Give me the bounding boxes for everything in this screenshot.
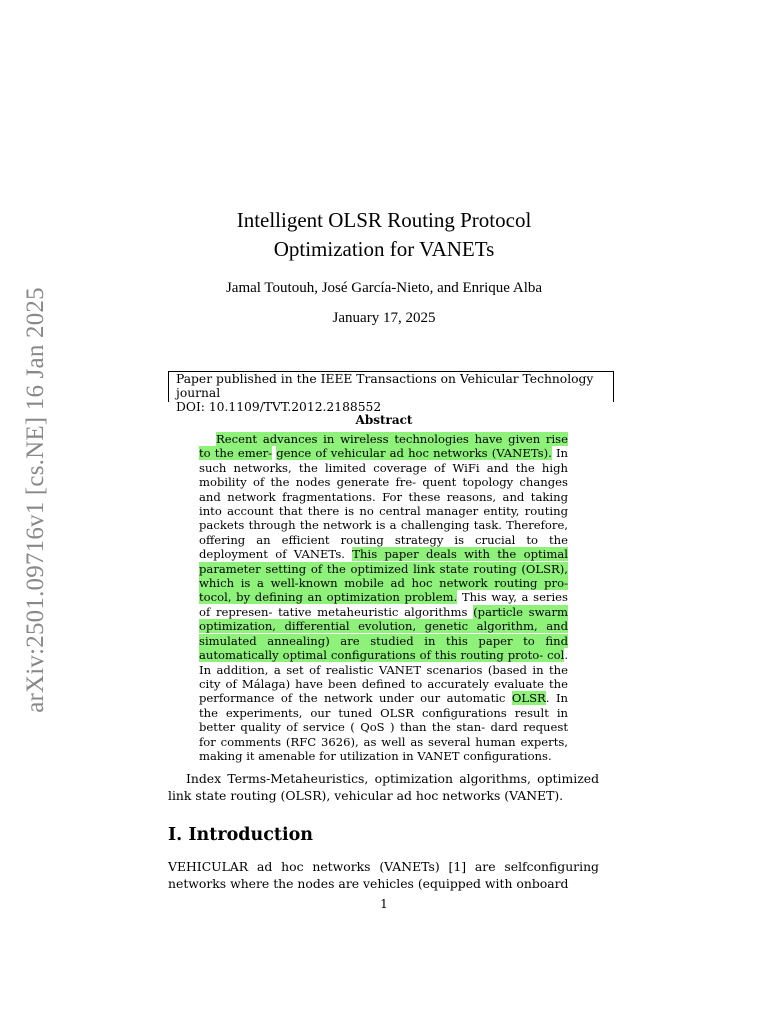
paper-date: January 17, 2025 (332, 310, 436, 326)
abstract-text: This way, a series of represen- tative metaheuristic algorithms (199, 590, 568, 619)
abstract-heading: Abstract (355, 413, 413, 427)
abstract-highlighted-text: gence of vehicular ad hoc networks (VANETs). (276, 446, 552, 461)
paper-title-line-2: Optimization for VANETs (273, 237, 495, 261)
abstract-highlighted-text: Recent advances in wireless technologies have given rise to the emer- (199, 432, 568, 461)
publication-note-doi: DOI: 10.1109/TVT.2012.2188552 (176, 400, 382, 414)
introduction-paragraph: VEHICULAR ad hoc networks (VANETs) [1] are selfconfiguring networks where the nodes are vehicles (equipped with onboard (168, 859, 599, 891)
abstract-highlighted-text: OLSR (511, 691, 546, 706)
publication-note-line-2: journal (176, 386, 221, 400)
publication-note-box (168, 371, 614, 414)
abstract-text: In such networks, the limited coverage of WiFi and the high mobility of the nodes generate fre- quent topology changes and network fragmentations. For these reasons, and taking into account that there is no central manager entity, routing packets through the network is a challenging task. Therefore, offering an efficient routing strategy is crucial to the deployment of VANETs. (199, 446, 568, 562)
publication-note-line-1: Paper published in the IEEE Transactions on Vehicular Technology (176, 372, 594, 386)
section-heading-introduction: I. Introduction (168, 825, 313, 845)
arxiv-identifier-stamp: arXiv:2501.09716v1 [cs.NE] 16 Jan 2025 (22, 287, 49, 713)
abstract-highlighted-text: (particle swarm optimization, differential evolution, genetic algorithm, and simulated annealing) are studied in this paper to find automatically optimal configurations of this routing proto- col (199, 604, 569, 663)
paper-title (0, 206, 768, 264)
index-terms: Index Terms-Metaheuristics, optimization algorithms, optimized link state routing (OLSR), vehicular ad hoc networks (VANET). (168, 771, 599, 803)
abstract-text: . In the experiments, our tuned OLSR configurations result in better quality of service ( QoS ) than the stan- dard request for comments (RFC 3626), as well as several human experts, making it amenable for utilization in VANET configurations. (199, 691, 568, 763)
abstract-highlighted-text: This paper deals with the optimal parameter setting of the optimized link state routing (OLSR), which is a well-known mobile ad hoc network routing pro- tocol, by defining an optimization problem. (199, 547, 568, 605)
paper-title-line-1: Intelligent OLSR Routing Protocol (236, 208, 532, 232)
abstract-body (199, 432, 568, 763)
abstract-text: . In addition, a set of realistic VANET scenarios (based in the city of Málaga) have been defined to accurately evaluate the performance of the network under our automatic (199, 648, 568, 706)
page-number: 1 (380, 897, 388, 911)
paper-authors: Jamal Toutouh, José García-Nieto, and Enrique Alba (225, 280, 543, 296)
